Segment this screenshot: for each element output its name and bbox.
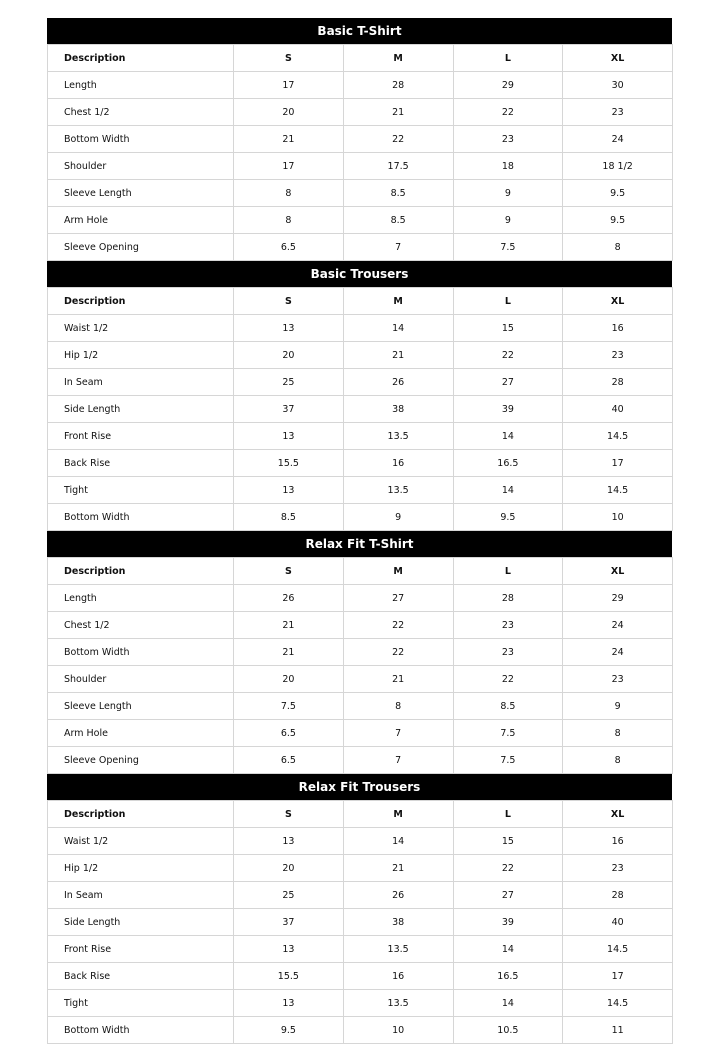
measurement-value: 7.5 <box>453 720 563 747</box>
size-header: L <box>453 558 563 585</box>
measurement-value: 29 <box>563 585 673 612</box>
measurement-value: 21 <box>343 666 453 693</box>
measurement-value: 20 <box>234 99 344 126</box>
measurement-value: 15.5 <box>234 450 344 477</box>
size-header: S <box>234 45 344 72</box>
measurement-label: Shoulder <box>48 666 234 693</box>
table-row <box>48 477 673 504</box>
table-row <box>48 342 673 369</box>
table-row <box>48 396 673 423</box>
measurement-value: 23 <box>563 855 673 882</box>
measurement-value: 23 <box>563 666 673 693</box>
measurement-value: 22 <box>453 342 563 369</box>
measurement-value: 23 <box>453 612 563 639</box>
measurement-value: 39 <box>453 396 563 423</box>
size-header: XL <box>563 558 673 585</box>
table-row <box>48 585 673 612</box>
table-row <box>48 234 673 261</box>
measurement-value: 14.5 <box>563 423 673 450</box>
measurement-value: 17 <box>234 72 344 99</box>
measurement-label: Bottom Width <box>48 126 234 153</box>
measurement-label: Sleeve Opening <box>48 747 234 774</box>
table-row <box>48 909 673 936</box>
size-chart <box>47 18 672 1044</box>
measurement-label: Front Rise <box>48 423 234 450</box>
table-row <box>48 639 673 666</box>
measurement-value: 8.5 <box>453 693 563 720</box>
measurement-value: 13.5 <box>343 423 453 450</box>
table-row <box>48 882 673 909</box>
section-title: Basic Trousers <box>47 261 672 287</box>
measurement-value: 22 <box>343 126 453 153</box>
measurement-label: Tight <box>48 990 234 1017</box>
measurement-label: Length <box>48 72 234 99</box>
measurement-value: 14 <box>453 990 563 1017</box>
measurement-value: 27 <box>453 882 563 909</box>
table-header-row <box>48 558 673 585</box>
measurement-value: 8 <box>563 720 673 747</box>
table-row <box>48 153 673 180</box>
measurement-value: 16 <box>563 315 673 342</box>
size-section <box>47 18 672 261</box>
measurement-value: 17 <box>563 450 673 477</box>
measurement-value: 40 <box>563 396 673 423</box>
measurement-value: 13.5 <box>343 990 453 1017</box>
measurement-label: Hip 1/2 <box>48 342 234 369</box>
measurement-value: 8 <box>234 180 344 207</box>
table-row <box>48 747 673 774</box>
measurement-value: 16.5 <box>453 963 563 990</box>
size-header: L <box>453 801 563 828</box>
size-header: M <box>343 558 453 585</box>
measurement-value: 14 <box>453 477 563 504</box>
measurement-value: 22 <box>343 639 453 666</box>
measurement-value: 20 <box>234 855 344 882</box>
measurement-value: 21 <box>234 612 344 639</box>
section-title: Relax Fit Trousers <box>47 774 672 800</box>
measurement-value: 37 <box>234 909 344 936</box>
measurement-value: 13 <box>234 423 344 450</box>
measurement-value: 16.5 <box>453 450 563 477</box>
size-section <box>47 774 672 1044</box>
measurement-value: 21 <box>343 855 453 882</box>
measurement-value: 26 <box>234 585 344 612</box>
measurement-value: 16 <box>343 963 453 990</box>
measurement-label: Shoulder <box>48 153 234 180</box>
size-table <box>47 557 673 774</box>
measurement-value: 8.5 <box>343 180 453 207</box>
size-section <box>47 531 672 774</box>
measurement-value: 23 <box>563 342 673 369</box>
measurement-value: 7.5 <box>453 747 563 774</box>
measurement-value: 21 <box>234 639 344 666</box>
measurement-value: 15.5 <box>234 963 344 990</box>
table-row <box>48 828 673 855</box>
measurement-value: 6.5 <box>234 234 344 261</box>
measurement-value: 26 <box>343 882 453 909</box>
measurement-value: 29 <box>453 72 563 99</box>
measurement-value: 13 <box>234 477 344 504</box>
table-row <box>48 963 673 990</box>
size-header: S <box>234 801 344 828</box>
measurement-value: 38 <box>343 909 453 936</box>
measurement-value: 17 <box>563 963 673 990</box>
measurement-value: 13 <box>234 990 344 1017</box>
measurement-value: 28 <box>453 585 563 612</box>
section-title: Relax Fit T-Shirt <box>47 531 672 557</box>
measurement-value: 17.5 <box>343 153 453 180</box>
measurement-value: 16 <box>343 450 453 477</box>
measurement-label: Chest 1/2 <box>48 99 234 126</box>
measurement-value: 8.5 <box>343 207 453 234</box>
measurement-value: 27 <box>453 369 563 396</box>
measurement-value: 25 <box>234 882 344 909</box>
table-row <box>48 612 673 639</box>
measurement-value: 24 <box>563 639 673 666</box>
measurement-label: Side Length <box>48 909 234 936</box>
size-table <box>47 287 673 531</box>
table-row <box>48 990 673 1017</box>
measurement-value: 9 <box>343 504 453 531</box>
size-header: XL <box>563 801 673 828</box>
section-title: Basic T-Shirt <box>47 18 672 44</box>
measurement-value: 10 <box>343 1017 453 1044</box>
size-header: S <box>234 288 344 315</box>
measurement-label: Side Length <box>48 396 234 423</box>
measurement-value: 7.5 <box>234 693 344 720</box>
table-header-row <box>48 45 673 72</box>
measurement-value: 11 <box>563 1017 673 1044</box>
measurement-value: 23 <box>453 126 563 153</box>
measurement-value: 21 <box>343 342 453 369</box>
measurement-value: 14 <box>453 936 563 963</box>
size-header: XL <box>563 288 673 315</box>
measurement-label: Chest 1/2 <box>48 612 234 639</box>
description-header: Description <box>48 45 234 72</box>
measurement-value: 28 <box>563 369 673 396</box>
measurement-value: 8 <box>234 207 344 234</box>
measurement-value: 24 <box>563 612 673 639</box>
measurement-label: Back Rise <box>48 963 234 990</box>
measurement-value: 26 <box>343 369 453 396</box>
measurement-value: 7 <box>343 720 453 747</box>
measurement-value: 28 <box>343 72 453 99</box>
measurement-value: 9.5 <box>234 1017 344 1044</box>
description-header: Description <box>48 801 234 828</box>
measurement-value: 13 <box>234 828 344 855</box>
table-row <box>48 666 673 693</box>
measurement-value: 14.5 <box>563 990 673 1017</box>
measurement-value: 15 <box>453 828 563 855</box>
measurement-label: Arm Hole <box>48 207 234 234</box>
size-header: L <box>453 45 563 72</box>
measurement-value: 27 <box>343 585 453 612</box>
measurement-value: 13 <box>234 315 344 342</box>
measurement-value: 13.5 <box>343 936 453 963</box>
table-row <box>48 450 673 477</box>
measurement-value: 14 <box>453 423 563 450</box>
measurement-value: 8 <box>563 747 673 774</box>
measurement-value: 23 <box>453 639 563 666</box>
measurement-value: 13 <box>234 936 344 963</box>
table-row <box>48 504 673 531</box>
size-section <box>47 261 672 531</box>
table-row <box>48 936 673 963</box>
measurement-value: 8 <box>563 234 673 261</box>
measurement-value: 39 <box>453 909 563 936</box>
measurement-value: 16 <box>563 828 673 855</box>
measurement-value: 8.5 <box>234 504 344 531</box>
measurement-value: 24 <box>563 126 673 153</box>
measurement-value: 37 <box>234 396 344 423</box>
size-table <box>47 800 673 1044</box>
table-row <box>48 693 673 720</box>
measurement-value: 18 1/2 <box>563 153 673 180</box>
table-row <box>48 315 673 342</box>
measurement-value: 21 <box>234 126 344 153</box>
measurement-value: 6.5 <box>234 720 344 747</box>
measurement-value: 14 <box>343 315 453 342</box>
measurement-value: 9 <box>453 180 563 207</box>
size-header: XL <box>563 45 673 72</box>
table-row <box>48 99 673 126</box>
measurement-value: 13.5 <box>343 477 453 504</box>
measurement-label: Waist 1/2 <box>48 828 234 855</box>
description-header: Description <box>48 288 234 315</box>
measurement-label: Hip 1/2 <box>48 855 234 882</box>
measurement-value: 18 <box>453 153 563 180</box>
measurement-value: 9.5 <box>563 180 673 207</box>
table-row <box>48 1017 673 1044</box>
measurement-label: In Seam <box>48 882 234 909</box>
measurement-label: Bottom Width <box>48 504 234 531</box>
measurement-value: 38 <box>343 396 453 423</box>
measurement-label: Tight <box>48 477 234 504</box>
measurement-value: 10.5 <box>453 1017 563 1044</box>
measurement-label: Length <box>48 585 234 612</box>
measurement-value: 20 <box>234 342 344 369</box>
size-header: S <box>234 558 344 585</box>
measurement-value: 22 <box>453 99 563 126</box>
measurement-value: 14 <box>343 828 453 855</box>
measurement-label: Bottom Width <box>48 639 234 666</box>
table-row <box>48 423 673 450</box>
measurement-label: Sleeve Length <box>48 693 234 720</box>
measurement-value: 9 <box>453 207 563 234</box>
size-header: M <box>343 801 453 828</box>
measurement-value: 22 <box>343 612 453 639</box>
table-row <box>48 207 673 234</box>
size-header: M <box>343 45 453 72</box>
measurement-value: 17 <box>234 153 344 180</box>
measurement-value: 10 <box>563 504 673 531</box>
table-row <box>48 126 673 153</box>
table-row <box>48 180 673 207</box>
measurement-value: 6.5 <box>234 747 344 774</box>
measurement-value: 21 <box>343 99 453 126</box>
description-header: Description <box>48 558 234 585</box>
measurement-value: 7 <box>343 747 453 774</box>
measurement-label: Front Rise <box>48 936 234 963</box>
table-header-row <box>48 801 673 828</box>
measurement-value: 15 <box>453 315 563 342</box>
measurement-value: 7 <box>343 234 453 261</box>
measurement-value: 28 <box>563 882 673 909</box>
measurement-label: Arm Hole <box>48 720 234 747</box>
size-table <box>47 44 673 261</box>
measurement-label: Bottom Width <box>48 1017 234 1044</box>
measurement-value: 23 <box>563 99 673 126</box>
table-row <box>48 720 673 747</box>
measurement-value: 14.5 <box>563 477 673 504</box>
measurement-value: 22 <box>453 855 563 882</box>
table-row <box>48 855 673 882</box>
measurement-value: 9.5 <box>453 504 563 531</box>
measurement-label: Sleeve Opening <box>48 234 234 261</box>
measurement-value: 9.5 <box>563 207 673 234</box>
measurement-value: 25 <box>234 369 344 396</box>
table-row <box>48 72 673 99</box>
table-header-row <box>48 288 673 315</box>
measurement-label: In Seam <box>48 369 234 396</box>
measurement-value: 8 <box>343 693 453 720</box>
measurement-label: Back Rise <box>48 450 234 477</box>
measurement-label: Waist 1/2 <box>48 315 234 342</box>
measurement-label: Sleeve Length <box>48 180 234 207</box>
size-header: L <box>453 288 563 315</box>
measurement-value: 9 <box>563 693 673 720</box>
measurement-value: 14.5 <box>563 936 673 963</box>
measurement-value: 20 <box>234 666 344 693</box>
measurement-value: 40 <box>563 909 673 936</box>
size-header: M <box>343 288 453 315</box>
table-row <box>48 369 673 396</box>
measurement-value: 22 <box>453 666 563 693</box>
measurement-value: 7.5 <box>453 234 563 261</box>
measurement-value: 30 <box>563 72 673 99</box>
